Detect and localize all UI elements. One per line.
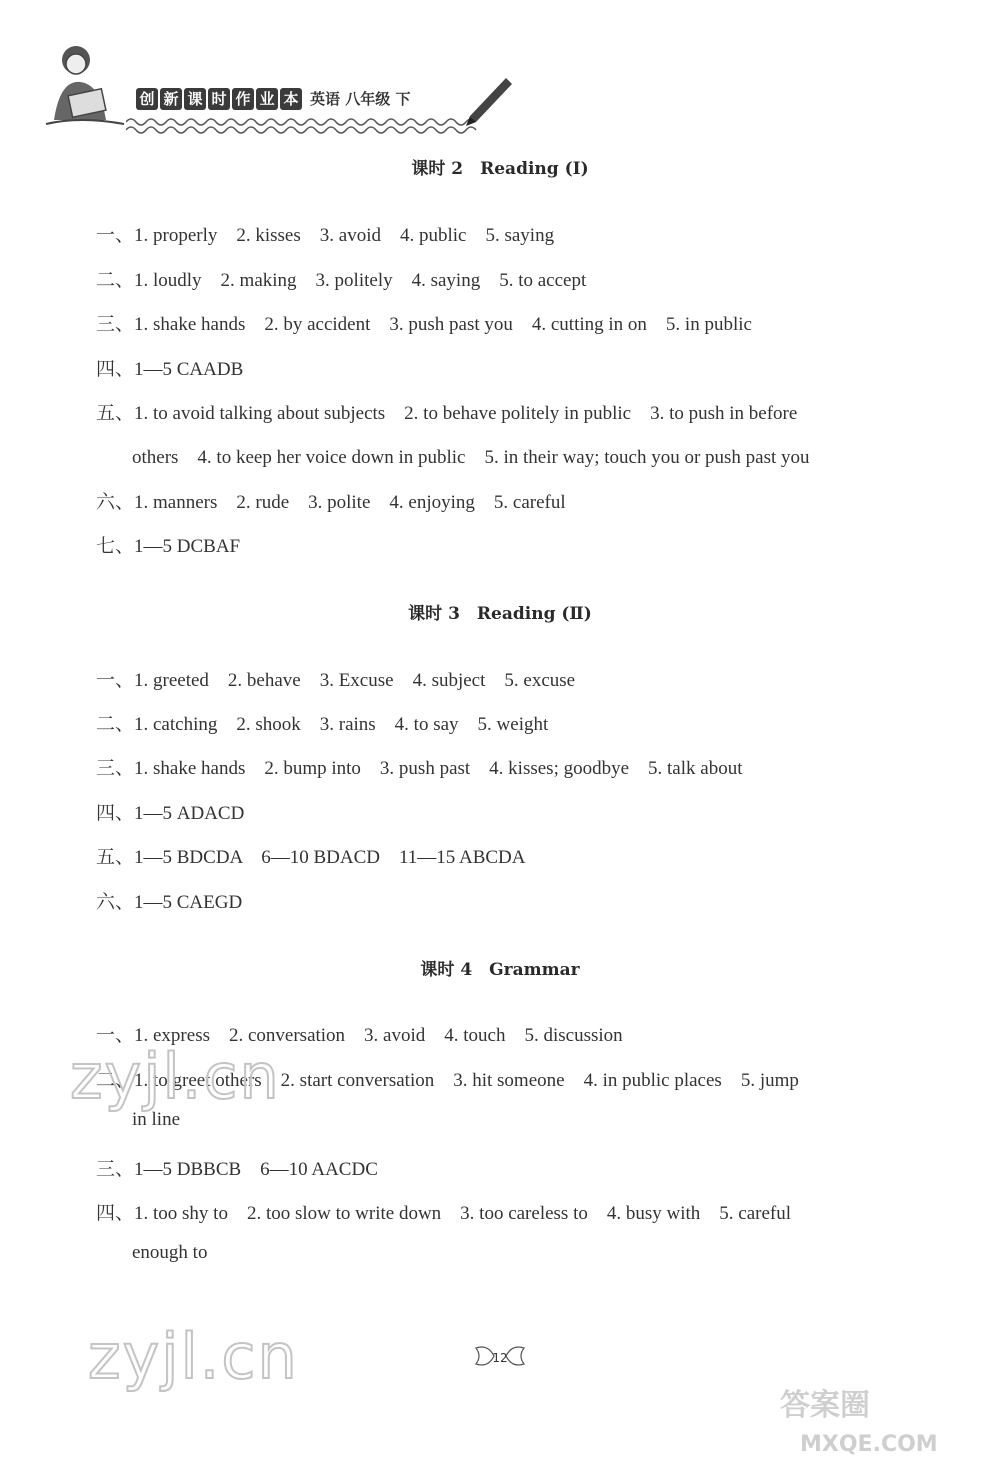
series-char: 时	[208, 88, 230, 110]
series-char: 课	[184, 88, 206, 110]
answer-line-continued: others 4. to keep her voice down in public 5. in their way; touch you or push past you	[132, 447, 810, 468]
answer-line: 三、1—5 DBBCB 6—10 AACDC	[96, 1159, 378, 1180]
answer-line: 二、1. loudly 2. making 3. politely 4. saying 5. to accept	[96, 270, 587, 291]
answer-line: 三、1. shake hands 2. bump into 3. push past 4. kisses; goodbye 5. talk about	[96, 758, 743, 779]
corner-watermark: 答案圈	[780, 1388, 870, 1423]
series-char: 业	[256, 88, 278, 110]
answer-line: 六、1—5 CAEGD	[96, 892, 243, 913]
answer-line: 二、1. catching 2. shook 3. rains 4. to say 5. weight	[96, 714, 549, 735]
section-title: 课时 4 Grammar	[420, 960, 580, 980]
answer-line: 二、1. to greet others 2. start conversation 3. hit someone 4. in public places 5. jump	[96, 1070, 799, 1091]
watermark: zyjl.cn	[88, 1320, 299, 1393]
series-char: 新	[160, 88, 182, 110]
corner-watermark-url: MXQE.COM	[800, 1432, 938, 1457]
section-title: 课时 2 Reading (Ⅰ)	[411, 159, 589, 179]
answer-line: 三、1. shake hands 2. by accident 3. push past you 4. cutting in on 5. in public	[96, 314, 752, 335]
pencil-icon	[460, 68, 520, 128]
page-header	[40, 40, 500, 140]
answer-line: 四、1—5 ADACD	[96, 803, 245, 824]
answer-line: 六、1. manners 2. rude 3. polite 4. enjoying 5. careful	[96, 492, 566, 513]
page-number-ornament	[472, 1342, 528, 1372]
watermark: zyjl.cn	[70, 1040, 281, 1113]
answer-line: 四、1. too shy to 2. too slow to write down 3. too careless to 4. busy with 5. careful	[96, 1203, 792, 1224]
answer-line: 五、1—5 BDCDA 6—10 BDACD 11—15 ABCDA	[96, 847, 526, 868]
series-char: 创	[136, 88, 158, 110]
answer-line-continued: in line	[132, 1109, 181, 1130]
answer-line-continued: enough to	[132, 1242, 208, 1263]
series-title	[136, 88, 302, 110]
page-number: 12	[492, 1351, 508, 1365]
answer-line: 七、1—5 DCBAF	[96, 536, 241, 557]
answer-line: 五、1. to avoid talking about subjects 2. to behave politely in public 3. to push in before	[96, 403, 798, 424]
answer-line: 一、1. express 2. conversation 3. avoid 4. touch 5. discussion	[96, 1025, 623, 1046]
answer-line: 一、1. properly 2. kisses 3. avoid 4. public 5. saying	[96, 225, 555, 246]
series-char: 本	[280, 88, 302, 110]
answer-line: 一、1. greeted 2. behave 3. Excuse 4. subject 5. excuse	[96, 670, 576, 691]
section-title: 课时 3 Reading (Ⅱ)	[408, 604, 592, 624]
answer-line: 四、1—5 CAADB	[96, 359, 244, 380]
mascot-reading-icon	[40, 40, 128, 130]
series-char: 作	[232, 88, 254, 110]
subject-grade: 英语 八年级 下	[310, 90, 411, 108]
